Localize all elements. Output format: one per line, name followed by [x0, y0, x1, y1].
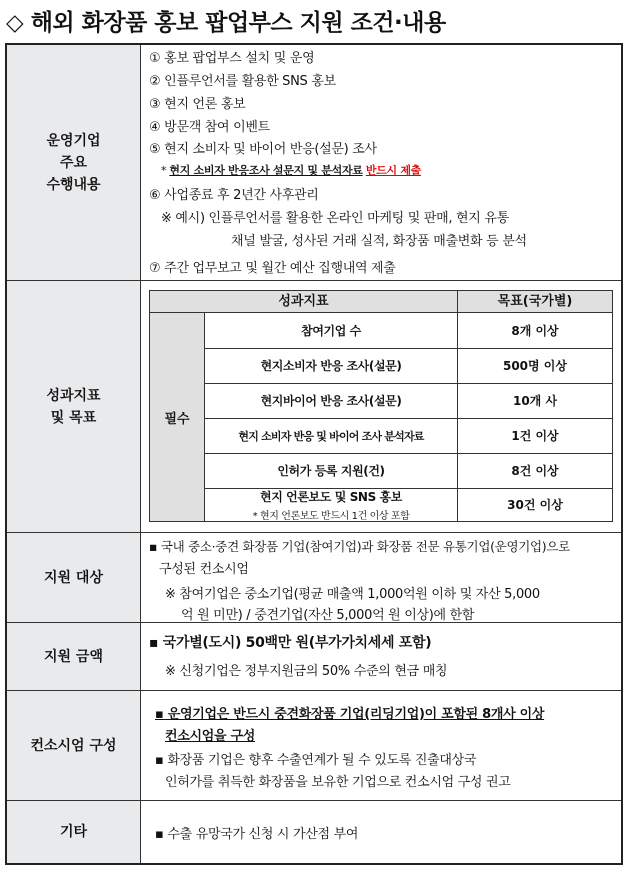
etc-label: 기타 — [7, 801, 141, 863]
duty-6-note-cont: 채널 발굴, 성사된 거래 실적, 화장품 매출변화 등 분석 — [231, 234, 527, 249]
target-content: ▪ 국내 중소·중견 화장품 기업(참여기업)과 화장품 전문 유통기업(운영기업)으로 구성된 컨소시엄 ※ 참여기업은 중소기업(평균 매출액 1,000억원 이하 및 자산 5,000 억 원 미만) / 중견기업(자산 5,000억 원 이상)에 한함 — [149, 539, 570, 623]
kpi-row-item: 인허가 등록 지원(건) 8건 이상 — [205, 453, 612, 489]
kpi-table — [149, 290, 613, 522]
kpi-content — [141, 281, 621, 532]
duty-item: ① 홍보 팝업부스 설치 및 운영 — [149, 51, 315, 66]
duty-item: ⑥ 사업종료 후 2년간 사후관리 — [149, 188, 319, 203]
kpi-label: 성과지표 및 목표 — [7, 281, 141, 532]
target-row — [7, 533, 621, 623]
consortium-row — [7, 691, 621, 801]
duty-item: ⑦ 주간 업무보고 및 월간 예산 집행내역 제출 — [149, 261, 396, 276]
conditions-table — [5, 43, 623, 865]
kpi-row-item: 현지 언론보도 및 SNS 홍보 * 현지 언론보도 반드시 1건 이상 포함 30건 이상 — [205, 488, 612, 521]
kpi-row-subnote: * 현지 언론보도 반드시 1건 이상 포함 — [252, 510, 410, 522]
kpi-row-item: 현지바이어 반응 조사(설문) 10개 사 — [205, 383, 612, 419]
target-label: 지원 대상 — [7, 533, 141, 622]
kpi-row-item: 참여기업 수 8개 이상 — [205, 313, 612, 349]
amount-content: ▪ 국가별(도시) 50백만 원(부가가치세세 포함) ※ 신청기업은 정부지원금의 50% 수준의 현금 매칭 — [149, 635, 448, 679]
kpi-table-header — [150, 291, 612, 313]
kpi-header-target: 목표(국가별) — [497, 294, 573, 309]
kpi-header-metric: 성과지표 — [150, 291, 458, 312]
duties-content — [141, 45, 621, 280]
duty-6-note: ※ 예시) 인플루언서를 활용한 온라인 마케팅 및 판매, 현지 유통 — [161, 211, 509, 226]
kpi-row-item: 현지소비자 반응 조사(설문) 500명 이상 — [205, 348, 612, 384]
amount-label: 지원 금액 — [7, 623, 141, 690]
duty-5-note: * 현지 소비자 반응조사 설문지 및 분석자료 반드시 제출 — [161, 164, 421, 177]
etc-content: ▪ 수출 유망국가 신청 시 가산점 부여 — [155, 827, 359, 842]
duty-item: ② 인플루언서를 활용한 SNS 홍보 — [149, 74, 336, 89]
consortium-label: 컨소시엄 구성 — [7, 691, 141, 800]
page-title: ◇ 해외 화장품 홍보 팝업부스 지원 조건·내용 — [6, 10, 446, 36]
kpi-row-item: 현지 소비자 반응 및 바이어 조사 분석자료 1건 이상 — [205, 418, 612, 454]
consortium-content: ▪ 운영기업은 반드시 중견화장품 기업(리딩기업)이 포함된 8개사 이상 컨소시엄을 구성 ▪ 화장품 기업은 향후 수출연계가 될 수 있도록 진출대상국 인허가를 취득한 화장품을 보유한 기업으로 컨소시엄 구성 권고 — [155, 707, 545, 790]
etc-row — [7, 801, 621, 863]
kpi-required-label: 필수 — [150, 313, 205, 521]
duty-item: ④ 방문객 참여 이벤트 — [149, 120, 270, 135]
duty-item: ③ 현지 언론 홍보 — [149, 97, 246, 112]
amount-row — [7, 623, 621, 691]
duty-item: ⑤ 현지 소비자 및 바이어 반응(설문) 조사 — [149, 142, 377, 157]
duties-label: 운영기업 주요 수행내용 — [7, 45, 141, 280]
duties-row — [7, 45, 621, 281]
kpi-row — [7, 281, 621, 533]
